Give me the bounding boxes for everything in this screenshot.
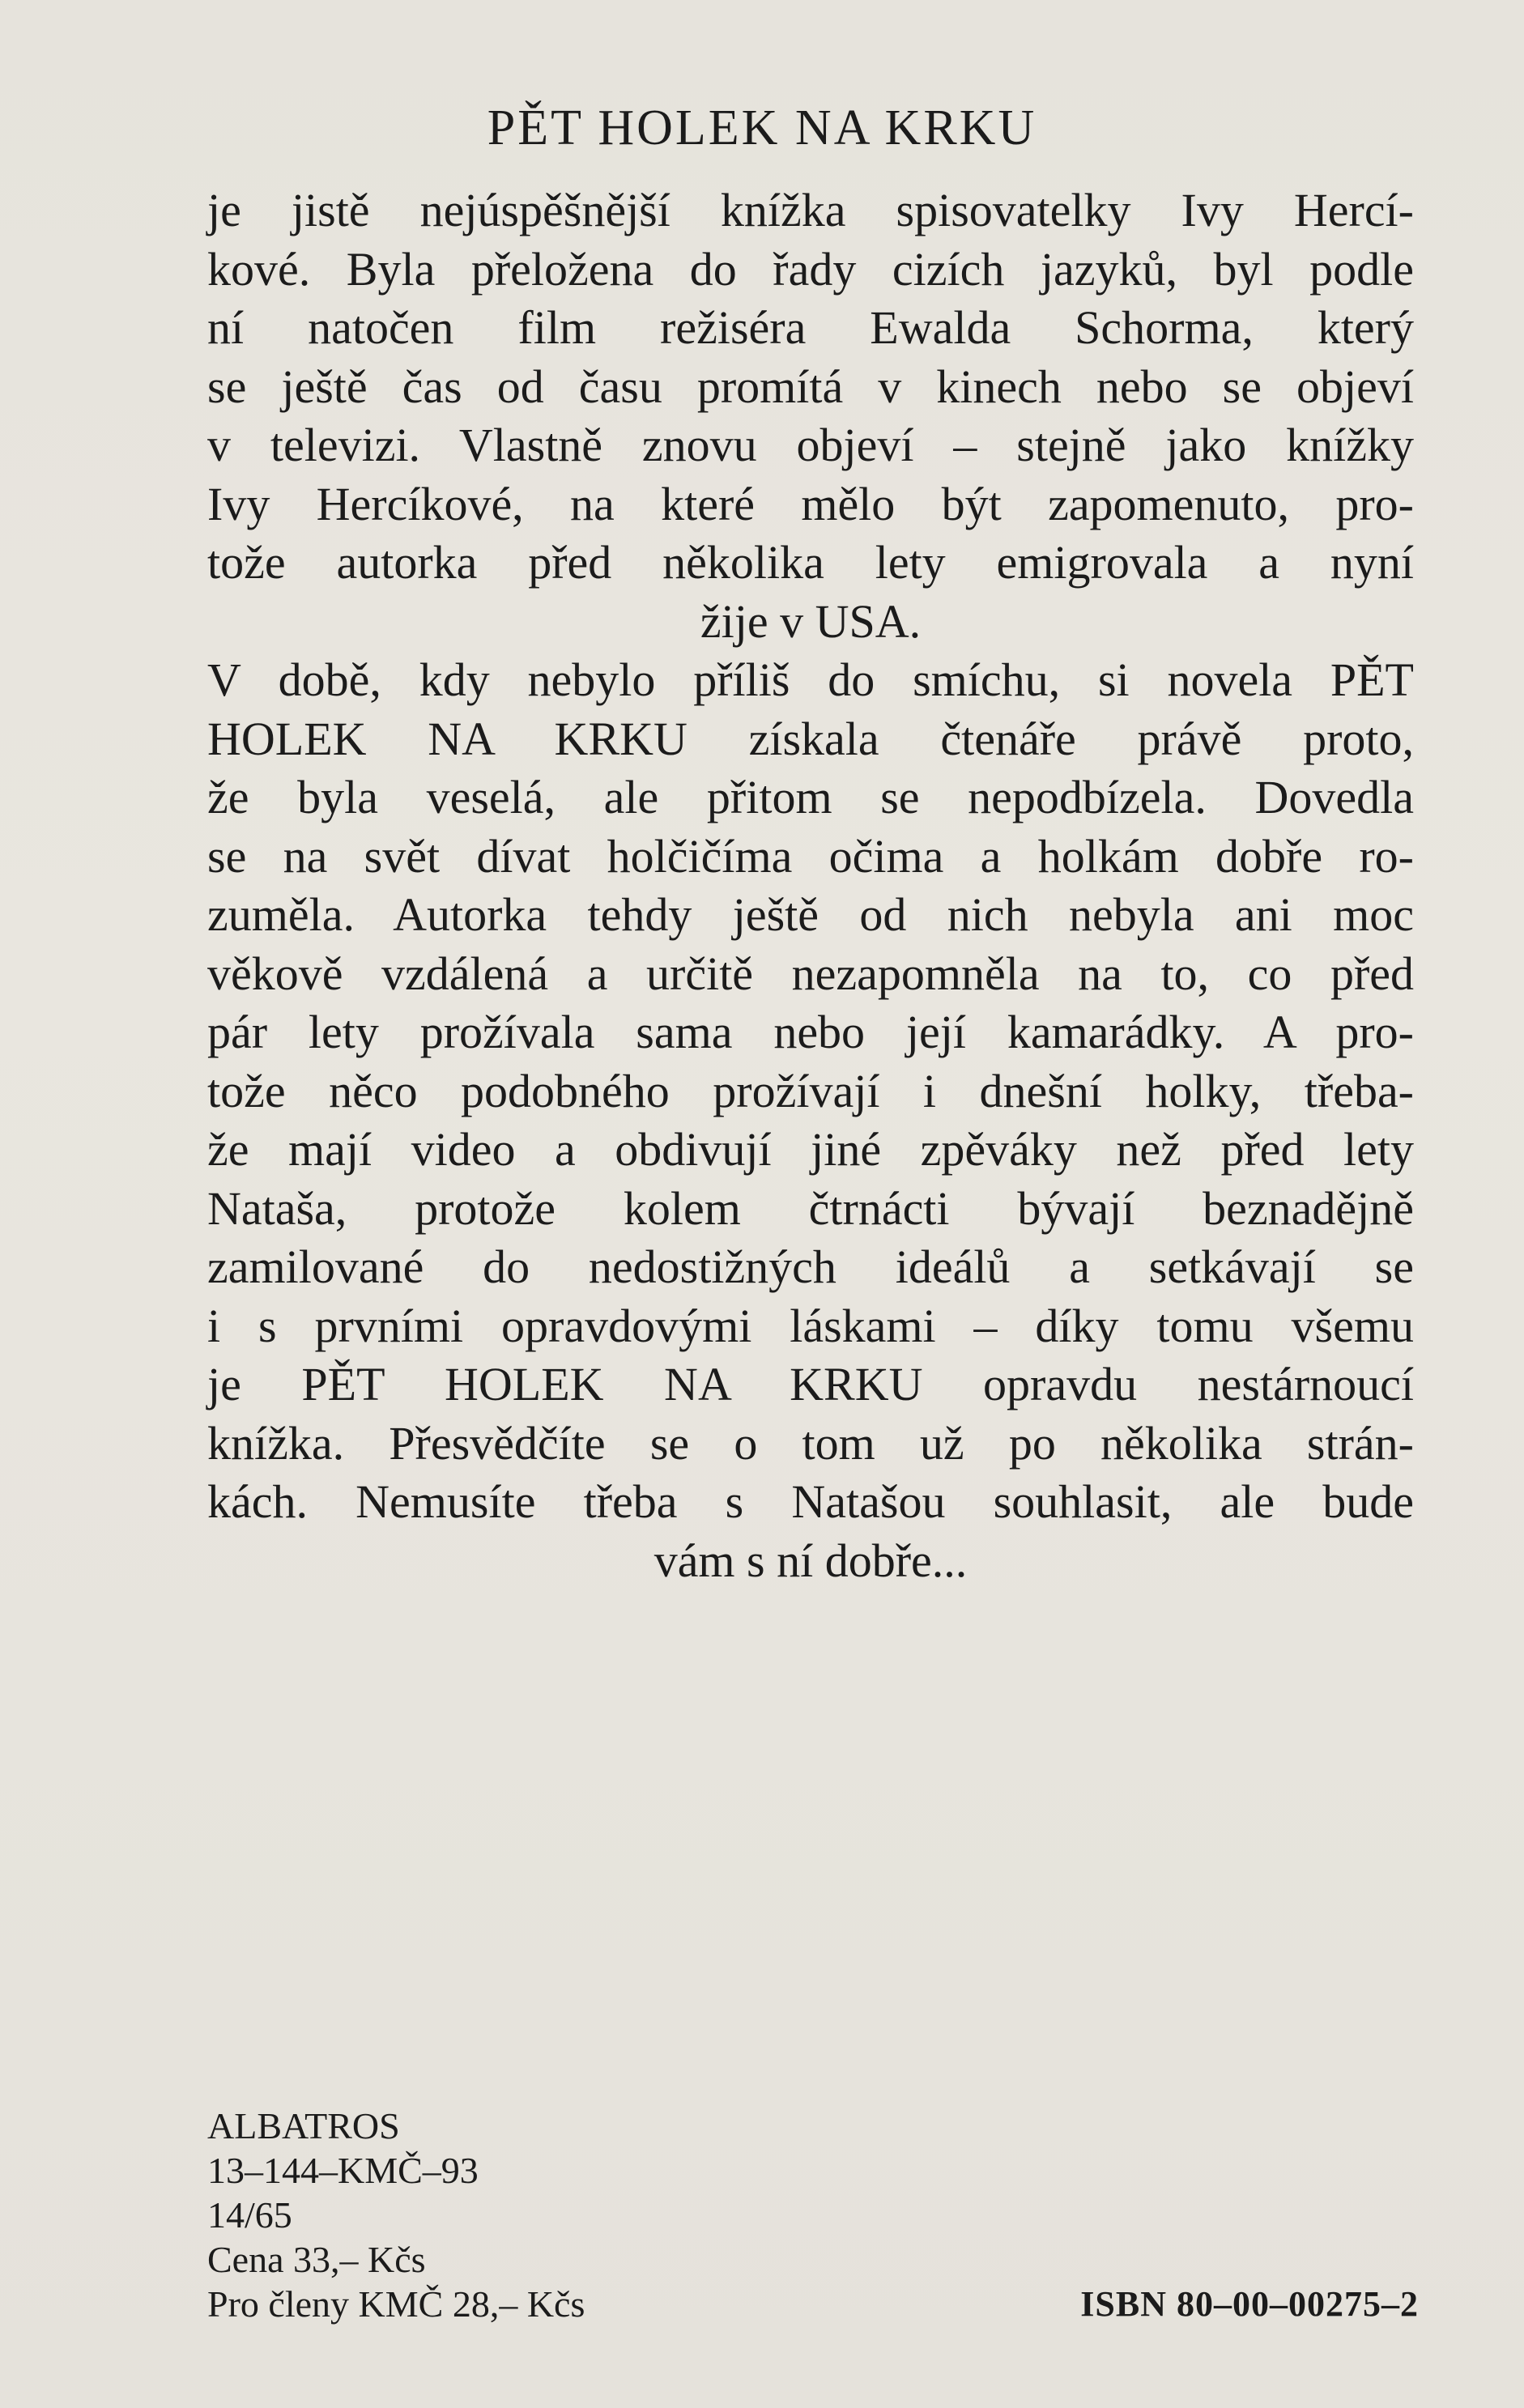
blurb-line: kové. Byla přeložena do řady cizích jazyků, byl podle: [207, 242, 1414, 296]
blurb-line: Nataša, protože kolem čtrnácti bývají beznadějně: [207, 1181, 1414, 1235]
publisher-name: ALBATROS: [207, 2105, 400, 2146]
blurb-line: zamilované do nedostižných ideálů a setkávají se: [207, 1240, 1414, 1293]
blurb-line: V době, kdy nebylo příliš do smíchu, si novela PĚT: [207, 653, 1414, 706]
blurb-line: pár lety prožívala sama nebo její kamarádky. A pro-: [207, 1006, 1414, 1058]
blurb-line: v televizi. Vlastně znovu objeví – stejně jako knížky: [207, 419, 1414, 471]
price: Cena 33,– Kčs: [207, 2239, 426, 2280]
blurb-line: HOLEK NA KRKU získala čtenáře právě proto,: [207, 712, 1414, 765]
blurb-line: zuměla. Autorka tehdy ještě od nich nebyla ani moc: [207, 888, 1414, 941]
blurb-line: se na svět dívat holčičíma očima a holkám dobře ro-: [207, 829, 1414, 883]
blurb-line: tože autorka před několika lety emigrovala a nyní: [207, 536, 1414, 589]
isbn: ISBN 80–00–00275–2: [1080, 2284, 1419, 2324]
blurb-line: vám s ní dobře...: [653, 1534, 968, 1587]
blurb-line: se ještě čas od času promítá v kinech nebo se objeví: [207, 359, 1414, 413]
blurb-line: ní natočen film režiséra Ewalda Schorma, který: [207, 301, 1414, 354]
blurb-line: i s prvními opravdovými láskami – díky tomu všemu: [207, 1299, 1414, 1352]
blurb-line: je jistě nejúspěšnější knížka spisovatelky Ivy Hercí-: [207, 184, 1414, 236]
blurb-line: je PĚT HOLEK NA KRKU opravdu nestárnoucí: [207, 1358, 1414, 1410]
member-price: Pro členy KMČ 28,– Kčs: [207, 2283, 585, 2325]
blurb-line: že byla veselá, ale přitom se nepodbízela. Dovedla: [207, 771, 1414, 823]
blurb-line: věkově vzdálená a určitě nezapomněla na to, co před: [207, 947, 1414, 1000]
blurb-line: žije v USA.: [700, 594, 922, 648]
blurb-text: [207, 181, 1414, 1590]
edition-number: 14/65: [207, 2194, 292, 2236]
blurb-line: Ivy Hercíkové, na které mělo být zapomenuto, pro-: [207, 477, 1414, 530]
blurb-line: kách. Nemusíte třeba s Natašou souhlasit, ale bude: [207, 1475, 1414, 1528]
blurb-line: že mají video a obdivují jiné zpěváky než před lety: [207, 1123, 1414, 1176]
edition-code: 13–144–KMČ–93: [207, 2150, 479, 2191]
blurb-line: tože něco podobného prožívají i dnešní holky, třeba-: [207, 1064, 1414, 1117]
book-title: PĚT HOLEK NA KRKU: [487, 100, 1037, 155]
blurb-line: knížka. Přesvědčíte se o tom už po několika strán-: [207, 1416, 1414, 1470]
publisher-imprint: [207, 2104, 585, 2326]
